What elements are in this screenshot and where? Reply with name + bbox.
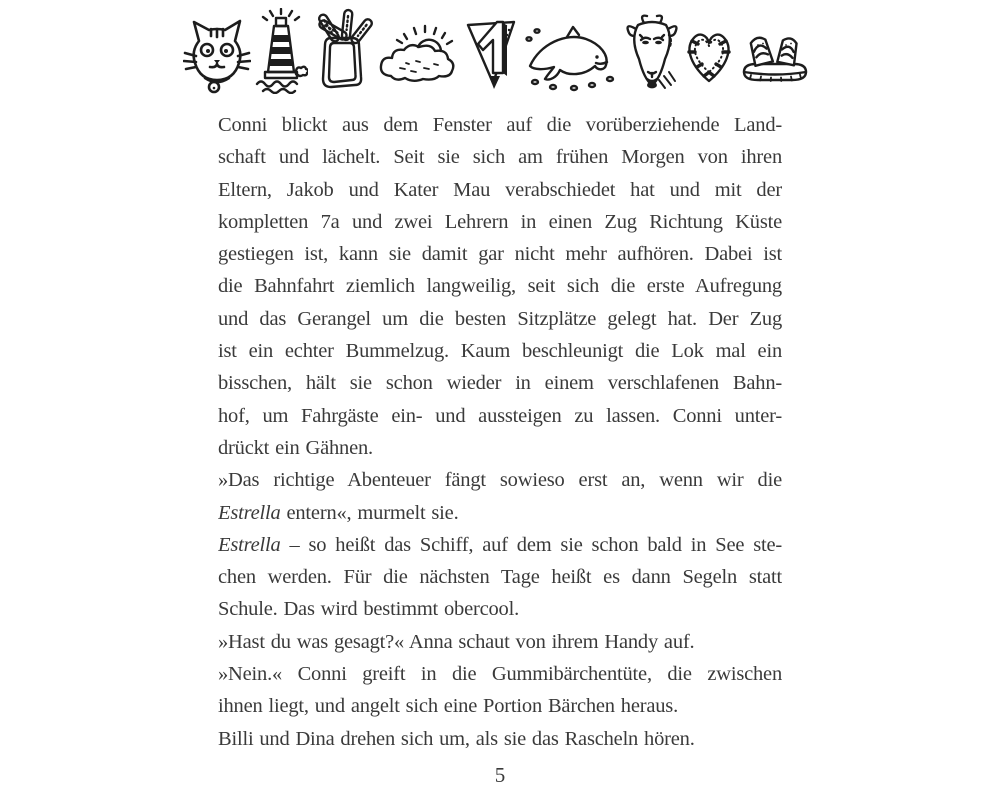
text-line xyxy=(218,626,782,658)
text-segment: Billi und Dina drehen sich um, als sie das Rascheln hören. xyxy=(218,727,695,750)
text-line xyxy=(218,109,782,141)
text-line xyxy=(218,367,782,399)
text-segment: gestiegen ist, kann sie damit gar nicht mehr aufhören. Dabei ist xyxy=(218,243,782,266)
chapter-icon-strip xyxy=(183,5,813,99)
goat-icon xyxy=(623,12,681,98)
text-line xyxy=(218,206,782,238)
ship-name-italic: Estrella xyxy=(218,533,281,556)
cloud-with-sun-icon xyxy=(376,24,460,84)
text-segment: chen werden. Für die nächsten Tage heißt es dann Segeln statt xyxy=(218,566,782,589)
text-segment: Eltern, Jakob und Kater Mau verabschiedet hat und mit der xyxy=(218,178,782,201)
dolphin-icon xyxy=(522,24,620,92)
page-number: 5 xyxy=(494,763,506,787)
text-line xyxy=(218,400,782,432)
text-line xyxy=(218,432,782,464)
text-segment: drückt ein Gähnen. xyxy=(218,436,373,459)
text-line xyxy=(218,141,782,173)
text-line xyxy=(218,238,782,270)
heart-icon xyxy=(684,27,734,85)
text-line xyxy=(218,497,782,529)
text-segment: »Hast du was gesagt?« Anna schaut von ihrem Handy auf. xyxy=(218,630,695,653)
text-segment: bisschen, hält sie schon wieder in einem verschlafenen Bahn- xyxy=(218,372,782,395)
text-segment: und das Gerangel um die besten Sitzplätze gelegt hat. Der Zug xyxy=(218,307,782,330)
text-segment: »Nein.« Conni greift in die Gummibärchentüte, die zwischen xyxy=(218,663,782,686)
text-segment: »Das richtige Abenteuer fängt sowieso erst an, wenn wir die xyxy=(218,469,782,492)
text-segment: ist ein echter Bummelzug. Kaum beschleunigt die Lok mal ein xyxy=(218,340,782,363)
cat-icon xyxy=(183,17,251,97)
text-line xyxy=(218,303,782,335)
text-line xyxy=(218,561,782,593)
text-segment: – so heißt das Schiff, auf dem sie schon bald in See ste- xyxy=(280,533,782,556)
text-line xyxy=(218,593,782,625)
text-segment: Schule. Das wird bestimmt obercool. xyxy=(218,598,520,621)
text-line xyxy=(218,658,782,690)
pennant-number-1-icon xyxy=(463,9,519,93)
text-line xyxy=(218,723,782,755)
text-segment: ihnen liegt, und angelt sich eine Portion Bärchen heraus. xyxy=(218,695,679,718)
text-line xyxy=(218,270,782,302)
text-segment: hof, um Fahrgäste ein- und aussteigen zu lassen. Conni unter- xyxy=(218,404,782,427)
text-segment: entern«, murmelt sie. xyxy=(280,501,459,524)
ship-name-italic: Estrella xyxy=(218,501,281,524)
text-line xyxy=(218,464,782,496)
clothespins-icon xyxy=(311,8,373,92)
text-segment: Conni blickt aus dem Fenster auf die vorüberziehende Land- xyxy=(218,114,782,136)
text-segment: kompletten 7a und zwei Lehrern in einen Zug Richtung Küste xyxy=(218,210,782,233)
text-line xyxy=(218,690,782,722)
story-text xyxy=(218,109,782,755)
text-line xyxy=(218,335,782,367)
text-line xyxy=(218,174,782,206)
text-line xyxy=(218,529,782,561)
text-segment: die Bahnfahrt ziemlich langweilig, seit sich die erste Aufregung xyxy=(218,275,782,298)
text-segment: schaft und lächelt. Seit sie sich am frühen Morgen von ihren xyxy=(218,146,782,169)
lighthouse-icon xyxy=(254,8,308,94)
sandals-icon xyxy=(737,29,813,87)
